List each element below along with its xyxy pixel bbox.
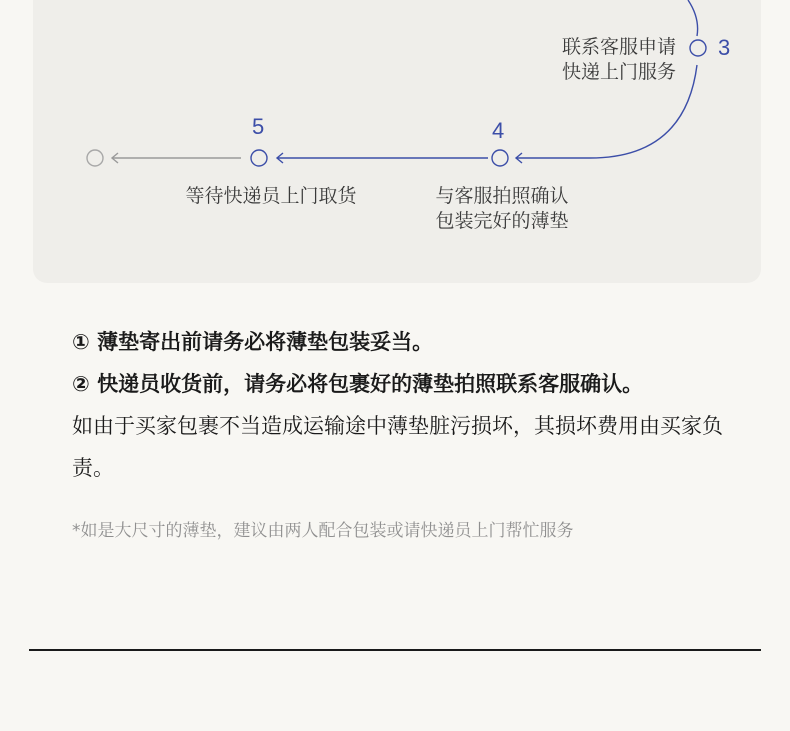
note-item-2: ② 快递员收货前，请务必将包裹好的薄垫拍照联系客服确认。 [72,372,644,396]
note-item-1: ① 薄垫寄出前请务必将薄垫包装妥当。 [72,330,434,354]
step-5-node [251,150,267,166]
footnote: *如是大尺寸的薄垫，建议由两人配合包装或请快递员上门帮忙服务 [72,521,574,541]
shipping-notes [72,321,732,489]
step-4-label-line-1: 与客服拍照确认 [435,185,569,207]
step-4-label-line-2: 包装完好的薄垫 [435,210,569,232]
step-4-number: 4 [492,118,505,143]
section-divider [29,649,761,651]
step-3-label-line-1: 联系客服申请 [561,36,676,58]
step-3-label [542,35,676,85]
step-5-label-line-1: 等待快递员上门取货 [185,185,357,207]
step-5-number: 5 [252,114,265,139]
flow-connector-top [688,0,698,36]
step-5-label [172,184,370,209]
note-paragraph: 如由于买家包裹不当造成运输途中薄垫脏污损坏，其损坏费用由买家负责。 [72,414,723,480]
step-3-number: 3 [718,35,731,60]
step-4-node [492,150,508,166]
step-3-label-line-2: 快递上门服务 [561,61,676,83]
step-3-node [690,40,706,56]
step-4-label [426,184,578,234]
next-step-node [87,150,103,166]
